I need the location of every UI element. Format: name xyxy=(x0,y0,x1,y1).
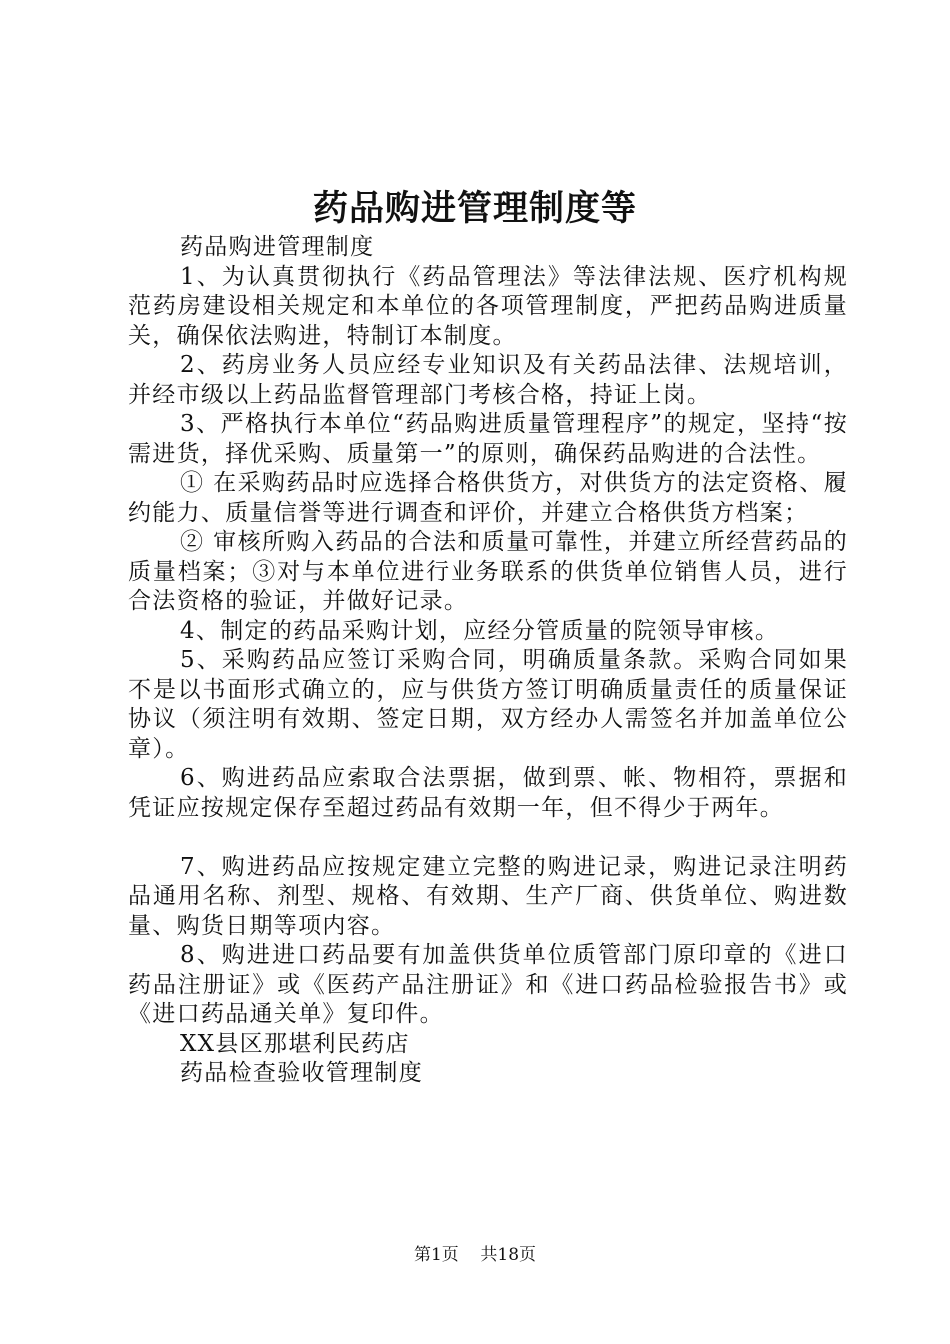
paragraph-signature: XX县区那堪利民药店 xyxy=(180,1030,410,1057)
document-body xyxy=(128,233,848,1089)
paragraph-item-3: 3、严格执行本单位“药品购进质量管理程序”的规定，坚持“按需进货，择优采购、质量第一”的原则，确保药品购进的合法性。 xyxy=(128,411,848,467)
document-title: 药品购进管理制度等 xyxy=(312,188,637,229)
paragraph-subitem-1: ① 在采购药品时应选择合格供货方，对供货方的法定资格、履约能力、质量信誉等进行调查和评价，并建立合格供货方档案； xyxy=(128,470,848,526)
page-spacer xyxy=(464,1244,475,1266)
page-footer xyxy=(0,1244,950,1266)
paragraph-item-8: 8、购进进口药品要有加盖供货单位质管部门原印章的《进口药品注册证》或《医药产品注册证》和《进口药品检验报告书》或《进口药品通关单》复印件。 xyxy=(128,942,848,1027)
paragraph-next-heading: 药品检查验收管理制度 xyxy=(180,1060,423,1086)
page-total: 共18页 xyxy=(480,1245,537,1265)
page-number: 第1页 xyxy=(413,1245,459,1265)
paragraph-item-7: 7、购进药品应按规定建立完整的购进记录，购进记录注明药品通用名称、剂型、规格、有效期、生产厂商、供货单位、购进数量、购货日期等项内容。 xyxy=(128,853,848,939)
paragraph-item-6: 6、购进药品应索取合法票据，做到票、帐、物相符，票据和凭证应按规定保存至超过药品有效期一年，但不得少于两年。 xyxy=(128,765,848,821)
paragraph-subtitle: 药品购进管理制度 xyxy=(180,234,375,260)
paragraph-item-1: 1、为认真贯彻执行《药品管理法》等法律法规、医疗机构规范药房建设相关规定和本单位的各项管理制度，严把药品购进质量关，确保依法购进，特制订本制度。 xyxy=(128,263,848,349)
paragraph-subitem-2: ② 审核所购入药品的合法和质量可靠性，并建立所经营药品的质量档案；③对与本单位进行业务联系的供货单位销售人员，进行合法资格的验证，并做好记录。 xyxy=(128,529,848,614)
paragraph-item-5: 5、采购药品应签订采购合同，明确质量条款。采购合同如果不是以书面形式确立的，应与供货方签订明确质量责任的质量保证协议（须注明有效期、签定日期，双方经办人需签名并加盖单位公章）。 xyxy=(128,647,848,762)
paragraph-item-4: 4、制定的药品采购计划，应经分管质量的院领导审核。 xyxy=(180,617,780,644)
paragraph-item-2: 2、药房业务人员应经专业知识及有关药品法律、法规培训，并经市级以上药品监督管理部门考核合格，持证上岗。 xyxy=(128,352,848,408)
